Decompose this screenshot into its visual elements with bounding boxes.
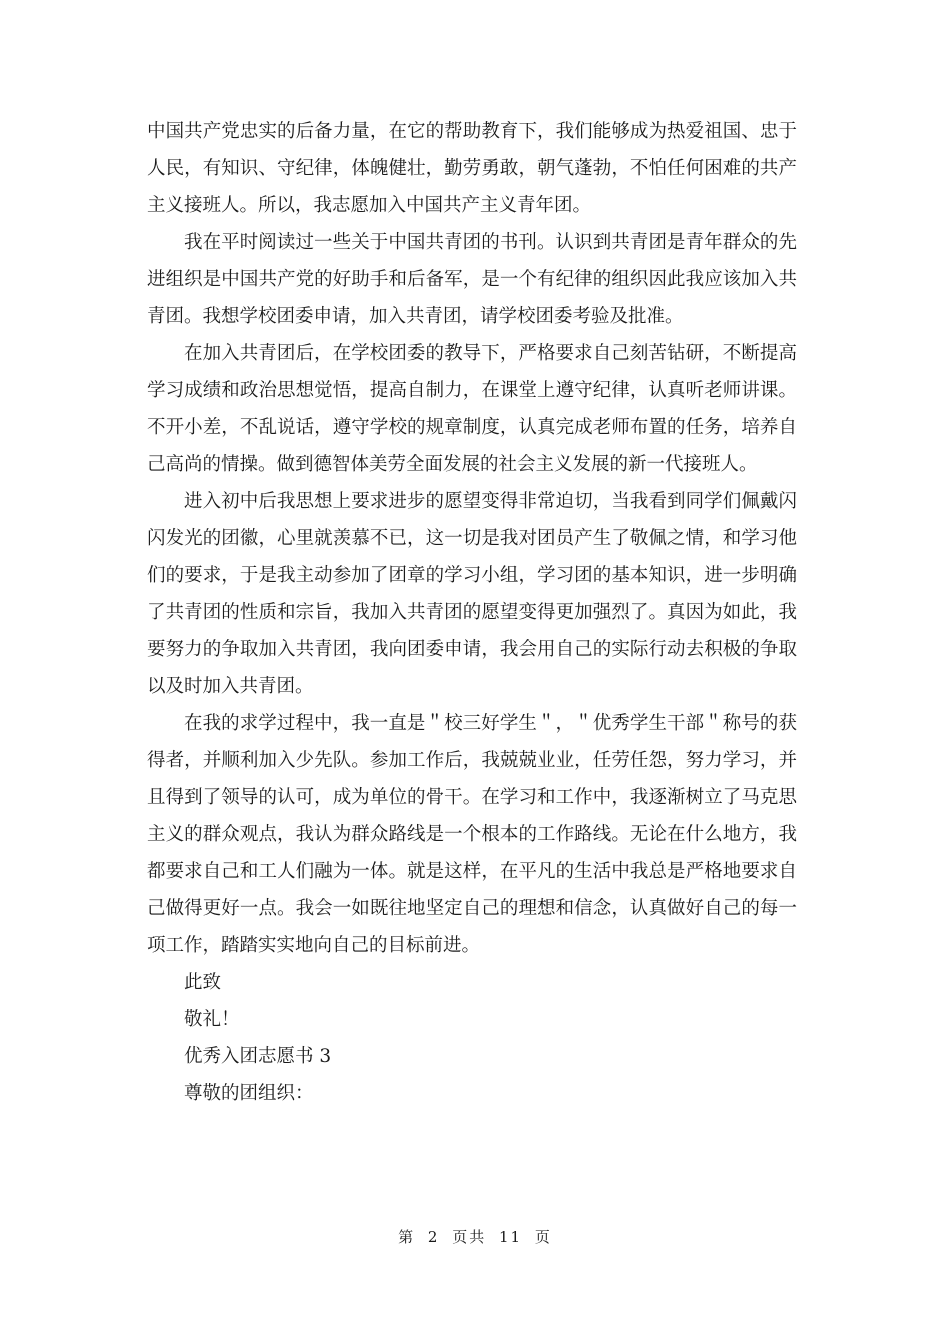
paragraph: 我在平时阅读过一些关于中国共青团的书刊。认识到共青团是青年群众的先进组织是中国共产党的好助手和后备军，是一个有纪律的组织因此我应该加入共青团。我想学校团委申请，加入共青团，请学校团委考验及批准。 [147,232,797,327]
paragraph-continued: 中国共产党忠实的后备力量，在它的帮助教育下，我们能够成为热爱祖国、忠于人民，有知识、守纪律，体魄健壮，勤劳勇敢，朝气蓬勃，不怕任何困难的共产主义接班人。所以，我志愿加入中国共产主义青年团。 [147,121,797,216]
paragraph: 在我的求学过程中，我一直是＂校三好学生＂，＂优秀学生干部＂称号的获得者，并顺利加入少先队。参加工作后，我兢兢业业，任劳任怨，努力学习，并且得到了领导的认可，成为单位的骨干。在学习和工作中，我逐渐树立了马克思主义的群众观点，我认为群众路线是一个根本的工作路线。无论在什么地方，我都要求自己和工人们融为一体。就是这样，在平凡的生活中我总是严格地要求自己做得更好一点。我会一如既往地坚定自己的理想和信念，认真做好自己的每一项工作，踏踏实实地向自己的目标前进。 [147,713,797,956]
page-number-footer: 第 2 页共 11 页 [398,1228,552,1246]
salute-line: 敬礼！ [184,1009,240,1030]
paragraph: 进入初中后我思想上要求进步的愿望变得非常迫切，当我看到同学们佩戴闪闪发光的团徽，心里就羡慕不已，这一切是我对团员产生了敬佩之情，和学习他们的要求，于是我主动参加了团章的学习小组，学习团的基本知识，进一步明确了共青团的性质和宗旨，我加入共青团的愿望变得更加强烈了。真因为如此，我要努力的争取加入共青团，我向团委申请，我会用自己的实际行动去积极的争取以及时加入共青团。 [147,491,797,697]
greeting-line: 尊敬的团组织： [184,1083,314,1104]
section-title: 优秀入团志愿书 3 [184,1046,332,1067]
paragraph: 在加入共青团后，在学校团委的教导下，严格要求自己刻苦钻研，不断提高学习成绩和政治思想觉悟，提高自制力，在课堂上遵守纪律，认真听老师讲课。不开小差，不乱说话，遵守学校的规章制度，认真完成老师布置的任务，培养自己高尚的情操。做到德智体美劳全面发展的社会主义发展的新一代接班人。 [147,343,797,475]
document-body [147,113,797,1112]
closing-line: 此致 [184,972,222,993]
